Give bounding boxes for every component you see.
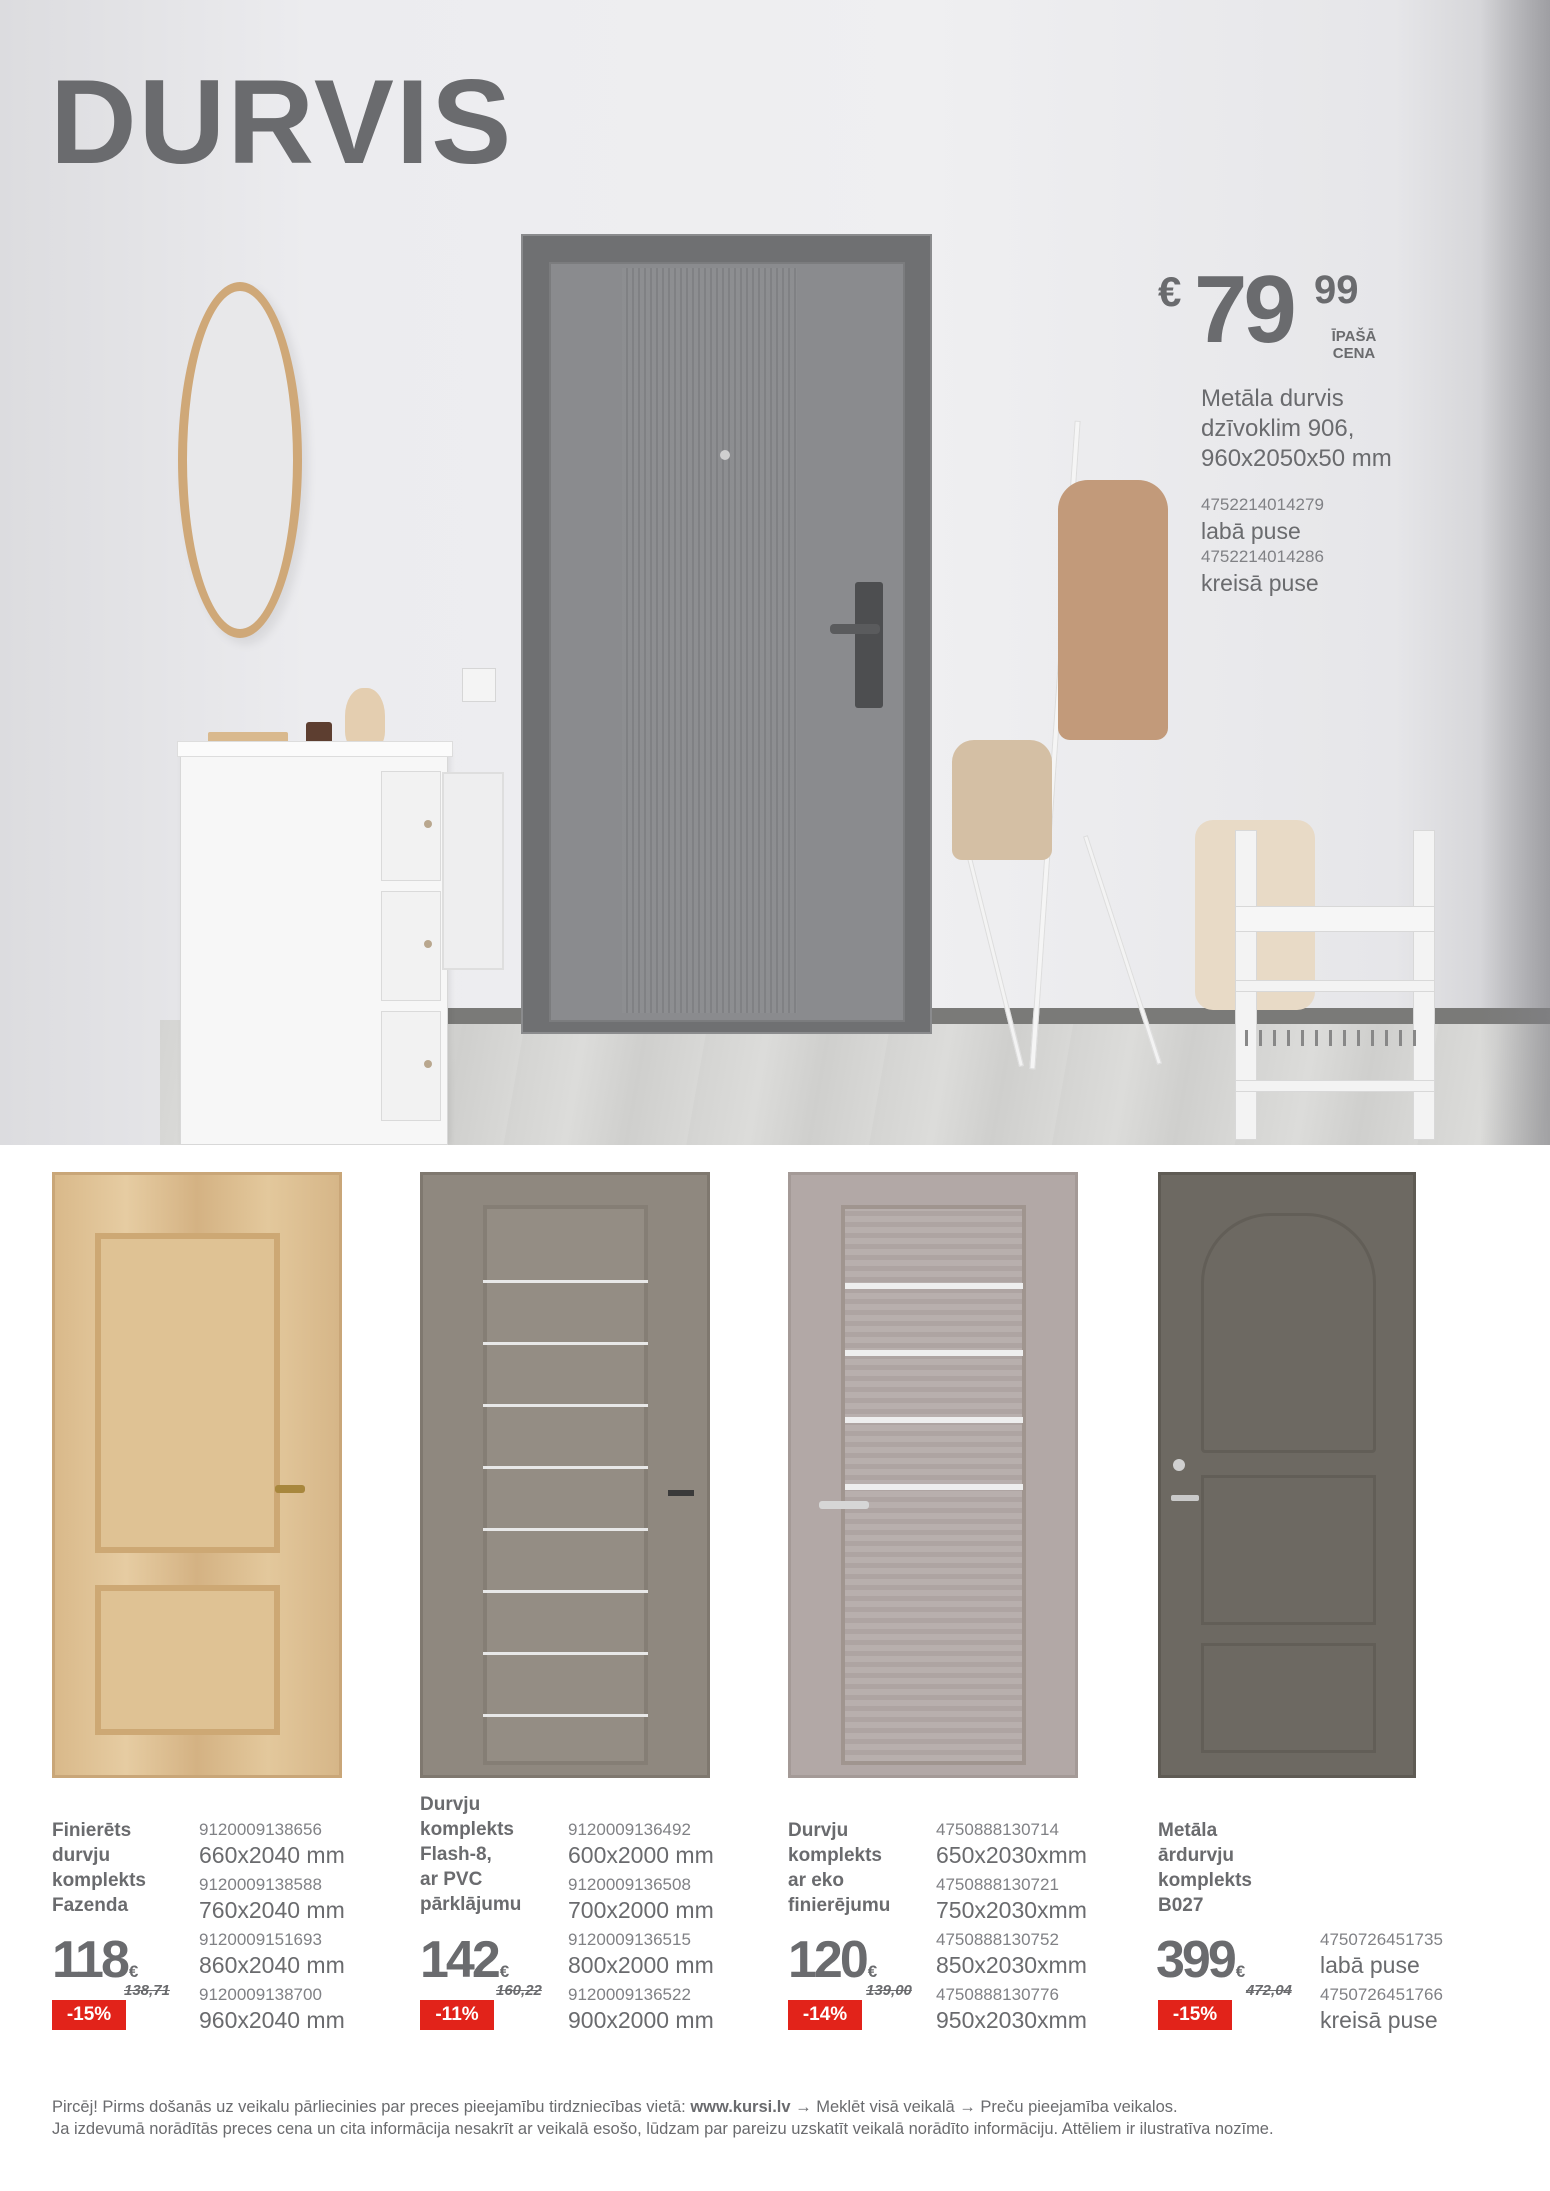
round-mirror — [178, 282, 302, 638]
special-price-badge: ĪPAŠĀ CENA — [1331, 328, 1377, 362]
hero-price-cents: 99 — [1314, 268, 1359, 312]
door-lever — [830, 624, 880, 634]
product-name: Durvju komplekts ar eko finierējumu — [788, 1820, 891, 1916]
product-variants: 9120009136492 600x2000 mm 9120009136508 700x2000 mm 9120009136515 800x2000 mm 9120009136522 900x2000 mm — [568, 1820, 714, 2033]
white-dresser — [180, 750, 448, 1145]
product-price: 118 € — [52, 1931, 139, 1989]
product-image-flash8 — [420, 1172, 710, 1778]
backpack — [952, 740, 1052, 860]
wall-panel — [442, 772, 504, 970]
page-title: DURVIS — [50, 55, 514, 189]
hero-variant-side: labā puse — [1201, 518, 1301, 544]
hero-variant-code: 4752214014279 — [1201, 495, 1324, 514]
hero-description: Metāla durvis dzīvoklim 906, 960x2050x50 mm — [1201, 385, 1392, 472]
product-price: 399 € — [1156, 1931, 1246, 1989]
old-price: 138,71 — [124, 1982, 170, 1999]
discount-badge: -11% — [420, 2000, 494, 2030]
product-name: Durvju komplekts Flash-8, ar PVC pārklājumu — [420, 1794, 522, 1915]
product-image-b027 — [1158, 1172, 1416, 1778]
product-price: 142 € — [420, 1931, 510, 1989]
door-handle-plate — [855, 582, 883, 708]
old-price: 139,00 — [866, 1982, 912, 1999]
discount-badge: -15% — [1158, 2000, 1232, 2030]
product-variants: 4750888130714 650x2030xmm 4750888130721 750x2030xmm 4750888130752 850x2030xmm 4750888130776 950x2030xmm — [936, 1820, 1087, 2033]
hero-variants — [1201, 494, 1521, 598]
peephole — [720, 450, 730, 460]
product-name: Metāla ārdurvju komplekts B027 — [1158, 1820, 1252, 1916]
hero-variant-code: 4752214014286 — [1201, 547, 1324, 566]
discount-badge: -15% — [52, 2000, 126, 2030]
footer-note: Pircēj! Pirms došanās uz veikalu pārliecinies par preces pieejamību tirdzniecības vietā: www.kursi.lv → Meklēt visā veikalā → Preču pieejamība veikalos. Ja izdevumā norādītās preces cena un cita informācija nesakrīt ar veikalā esošo, lūdzam par pareizu uzskatīt veikalā norādīto informāciju. Attēliem ir ilustratīva nozīme. — [52, 2098, 1274, 2138]
hero-currency: € — [1158, 268, 1182, 315]
coat — [1058, 480, 1168, 740]
shoe-bench — [1235, 830, 1435, 1140]
product-price: 120 € — [788, 1931, 878, 1989]
hero-variant-side: kreisā puse — [1201, 570, 1319, 596]
product-variants: 9120009138656 660x2040 mm 9120009138588 760x2040 mm 9120009151693 860x2040 mm 9120009138700 960x2040 mm — [199, 1820, 345, 2033]
website-link[interactable]: www.kursi.lv — [690, 2098, 791, 2116]
old-price: 160,22 — [496, 1982, 542, 1999]
product-name: Finierēts durvju komplekts Fazenda — [52, 1820, 146, 1916]
light-switch — [462, 668, 496, 702]
product-image-fazenda — [52, 1172, 342, 1778]
product-image-eco-veneer — [788, 1172, 1078, 1778]
product-variants: 4750726451735 labā puse 4750726451766 kreisā puse — [1320, 1930, 1443, 2033]
discount-badge: -14% — [788, 2000, 862, 2030]
main-door-ribs — [622, 268, 797, 1013]
old-price: 472,04 — [1246, 1982, 1292, 1999]
hero-price-int: 79 — [1194, 256, 1293, 363]
